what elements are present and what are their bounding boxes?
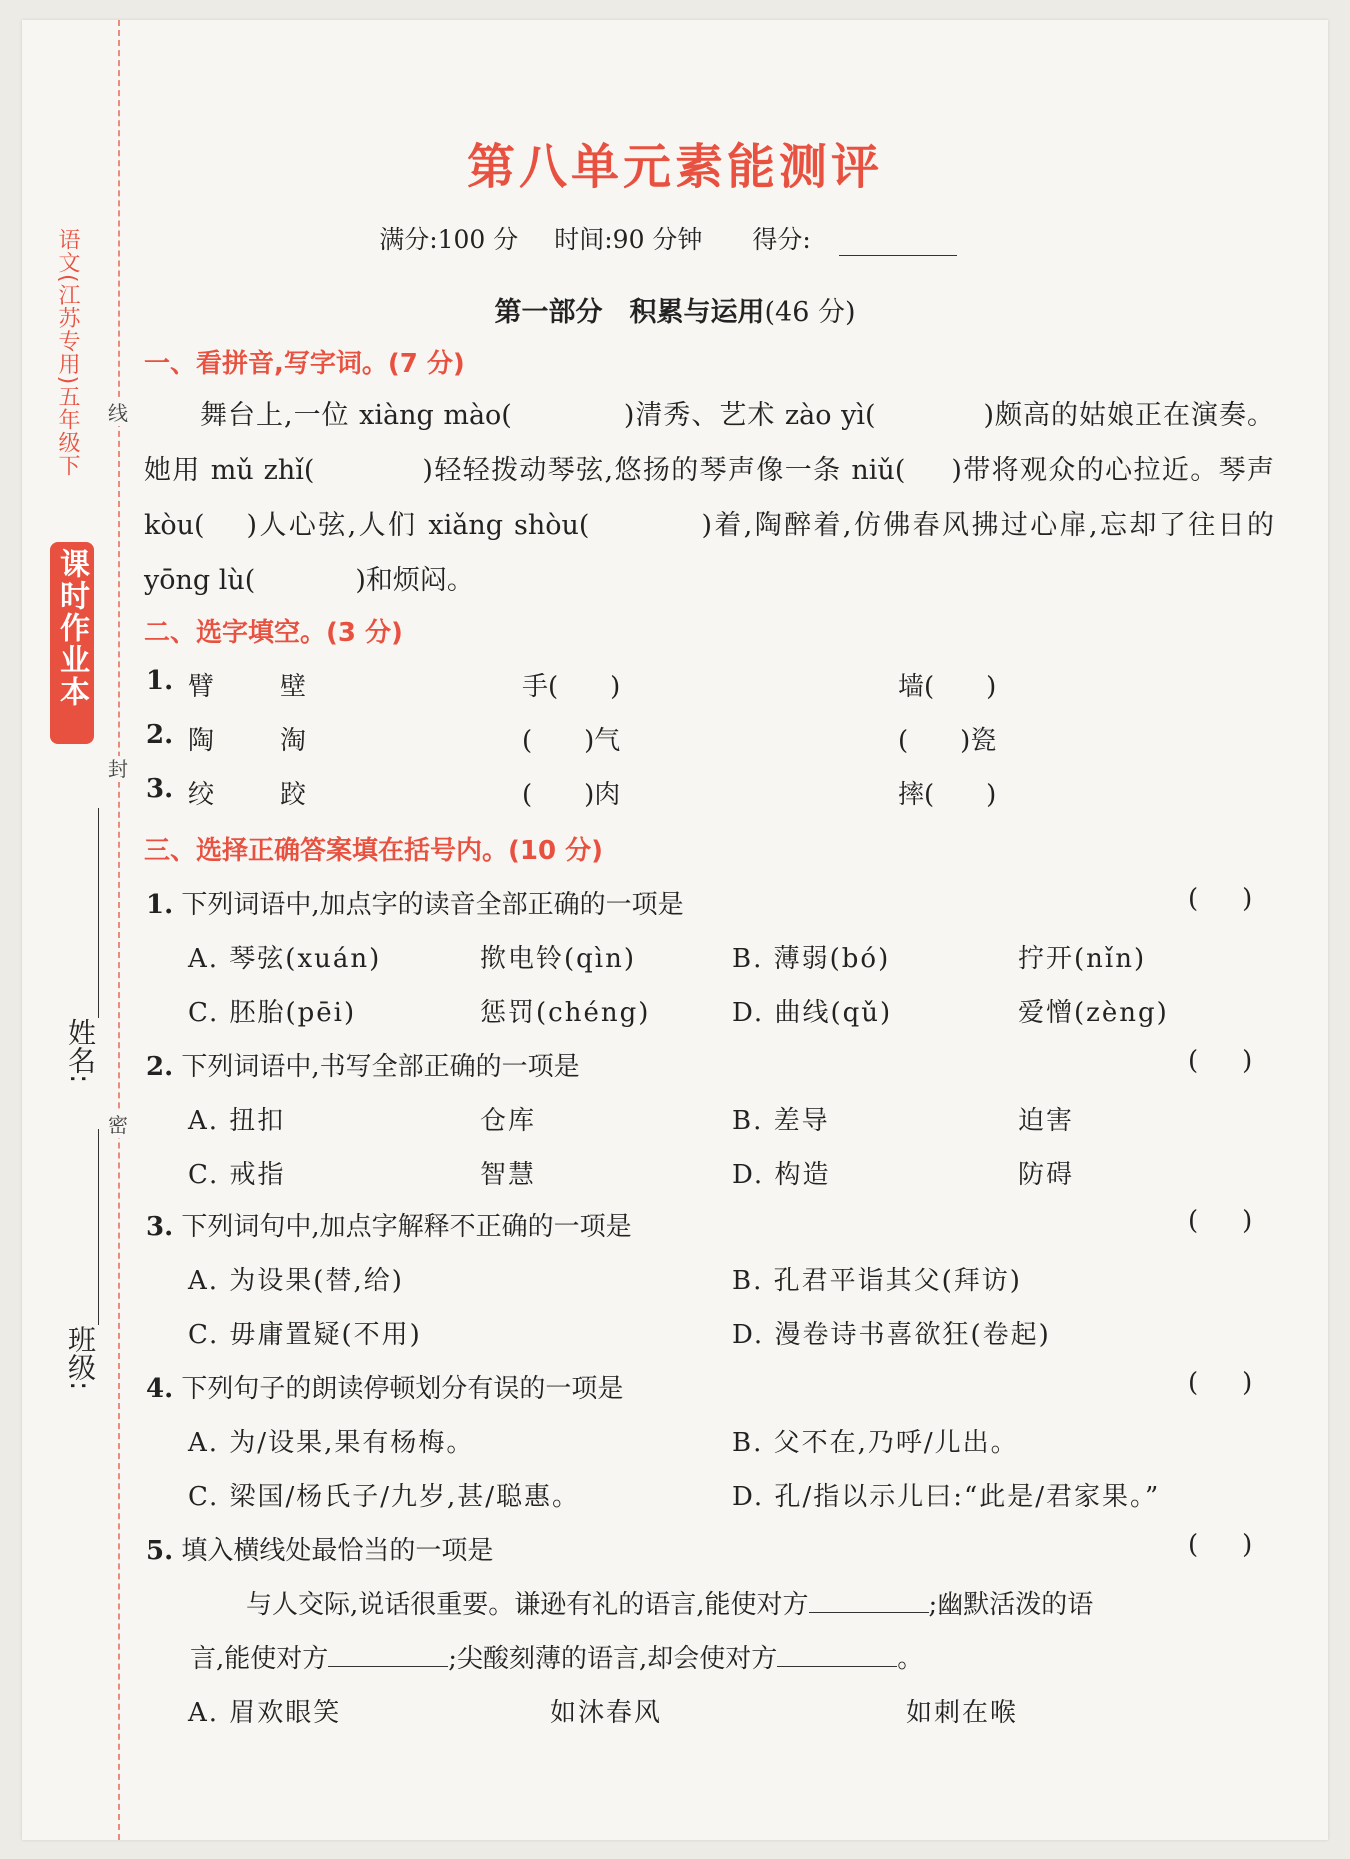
option-a-word: 仓库 [480,1106,537,1136]
option-a-word: 如沐春风 [550,1698,663,1728]
score-label: 得分: [752,225,811,254]
passage-line [246,1584,1093,1621]
question-number: 2. [146,1052,174,1082]
text-run: )清秀、艺术 zào yì( [623,400,876,431]
option-d[interactable]: D. 构造 [732,1160,831,1190]
section-heading: 二、选字填空。(3 分) [144,618,403,648]
option-a-word: 揿电铃(qìn) [480,944,636,974]
text-run: 舞台上,一位 xiàng mào( [200,400,512,431]
option-b[interactable]: B. 父不在,乃呼/儿出。 [732,1428,1019,1458]
brand-logo-text: 课时作业本 [54,548,89,708]
question-stem [146,1046,580,1083]
fill-item[interactable]: 摔( ) [898,780,997,810]
option-d[interactable]: D. 孔/指以示儿曰:“此是/君家果。” [732,1482,1161,1512]
choice-char: 臂 [188,672,215,702]
fill-item[interactable]: ( )气 [522,726,621,756]
answer-blank[interactable] [905,459,951,479]
part-points: (46 分) [764,297,856,328]
text-run: )轻轻拨动琴弦,悠扬的琴声像一条 niǔ( [422,455,906,486]
name-field[interactable] [62,1018,102,1318]
text-run: )和烦闷。 [355,565,474,596]
option-b[interactable]: B. 孔君平诣其父(拜访) [732,1266,1022,1296]
time-limit: 时间:90 分钟 [554,225,703,254]
option-b[interactable]: B. 薄弱(bó) [732,944,891,974]
answer-blank[interactable] [205,514,247,534]
question-text: 填入横线处最恰当的一项是 [181,1536,494,1566]
answer-paren[interactable]: () [1188,884,1297,914]
option-c[interactable]: C. 戒指 [188,1160,286,1190]
option-a[interactable]: A. 琴弦(xuán) [188,944,382,974]
text-run: )颇高的姑娘正在演奏。她用 mǔ zhǐ( [144,400,1275,486]
option-c-word: 惩罚(chéng) [480,998,651,1028]
question-number: 5. [146,1536,174,1566]
question-stem [146,1530,493,1567]
question-text: 下列词句中,加点字解释不正确的一项是 [181,1212,632,1242]
name-underline [98,808,99,1018]
answer-blank[interactable] [314,459,422,479]
section-heading: 三、选择正确答案填在括号内。(10 分) [144,836,603,866]
question-stem [146,1206,632,1243]
pinyin-paragraph [144,388,1274,608]
passage-text: 言,能使对方 [190,1644,329,1674]
option-b-word: 迫害 [1018,1106,1075,1136]
option-c[interactable]: C. 梁国/杨氏子/九岁,甚/聪惠。 [188,1482,581,1512]
series-label: 语文(江苏专用)五年级下 [55,228,80,478]
section-heading: 一、看拼音,写字词。(7 分) [144,349,465,379]
text-run: )着,陶醉着,仿佛春风拂过心扉,忘却了往日的 yōng lù( [144,510,1274,596]
page-title: 第八单元素能测评 [466,139,883,195]
fill-item[interactable]: ( )肉 [522,780,621,810]
class-field[interactable] [62,1325,102,1625]
answer-blank[interactable] [589,514,701,534]
text-run: )人心弦,人们 xiǎng shòu( [246,510,590,541]
name-label: 姓名: [64,1018,97,1084]
cut-line-char: 封 [108,757,128,781]
option-d-word: 防碍 [1018,1160,1075,1190]
option-a[interactable]: A. 眉欢眼笑 [188,1698,342,1728]
option-c[interactable]: C. 毋庸置疑(不用) [188,1320,422,1350]
fill-blank[interactable] [328,1644,448,1667]
part-title-text: 第一部分 积累与运用 [494,297,765,328]
option-a[interactable]: A. 为/设果,果有杨梅。 [188,1428,475,1458]
row-number: 2. [146,720,174,750]
cut-line-char: 线 [108,401,128,425]
question-text: 下列词语中,加点字的读音全部正确的一项是 [181,890,684,920]
fill-row [146,774,173,804]
question-number: 4. [146,1374,174,1404]
row-number: 1. [146,666,174,696]
choice-char: 壁 [280,672,307,702]
fill-blank[interactable] [809,1590,929,1613]
fill-item[interactable]: 墙( ) [898,672,997,702]
passage-text: 。 [897,1644,924,1674]
option-c-word: 智慧 [480,1160,537,1190]
answer-paren[interactable]: () [1188,1206,1297,1236]
option-d[interactable]: D. 曲线(qǔ) [732,998,893,1028]
passage-text: 与人交际,说话很重要。谦逊有礼的语言,能使对方 [246,1590,809,1620]
option-a[interactable]: A. 为设果(替,给) [188,1266,404,1296]
passage-line [190,1638,923,1675]
fill-item[interactable]: ( )瓷 [898,726,997,756]
option-c[interactable]: C. 胚胎(pēi) [188,998,357,1028]
choice-char: 绞 [188,780,215,810]
full-score: 满分:100 分 [379,225,519,254]
class-label: 班级: [64,1325,97,1391]
passage-text: ;幽默活泼的语 [928,1590,1094,1620]
option-a[interactable]: A. 扭扣 [188,1106,286,1136]
fill-item[interactable]: 手( ) [522,672,621,702]
question-number: 3. [146,1212,174,1242]
question-stem [146,1368,623,1405]
answer-blank[interactable] [255,569,355,589]
text-run: )带将观众的心拉近。琴声 kòu( [144,455,1274,541]
choice-char: 淘 [280,726,307,756]
fill-row [146,666,173,696]
option-d-word: 爱憎(zèng) [1018,998,1169,1028]
question-text: 下列句子的朗读停顿划分有误的一项是 [181,1374,624,1404]
question-text: 下列词语中,书写全部正确的一项是 [181,1052,580,1082]
row-number: 3. [146,774,174,804]
option-a-word: 如刺在喉 [906,1698,1019,1728]
answer-blank[interactable] [876,404,984,424]
exam-meta [0,220,1350,256]
answer-blank[interactable] [512,404,624,424]
fill-row [146,720,173,750]
option-d[interactable]: D. 漫卷诗书喜欲狂(卷起) [732,1320,1051,1350]
score-blank[interactable] [839,255,957,256]
question-stem [146,884,684,921]
choice-char: 陶 [188,726,215,756]
option-b[interactable]: B. 差导 [732,1106,830,1136]
option-b-word: 拧开(nǐn) [1018,944,1147,974]
passage-text: ;尖酸刻薄的语言,却会使对方 [448,1644,778,1674]
answer-paren[interactable]: () [1188,1046,1297,1076]
class-underline [98,1129,99,1325]
question-number: 1. [146,890,174,920]
cut-line-char: 密 [108,1113,128,1137]
choice-char: 跤 [280,780,307,810]
answer-paren[interactable]: () [1188,1368,1297,1398]
fill-blank[interactable] [777,1644,897,1667]
part-title [0,290,1350,329]
answer-paren[interactable]: () [1188,1530,1297,1560]
